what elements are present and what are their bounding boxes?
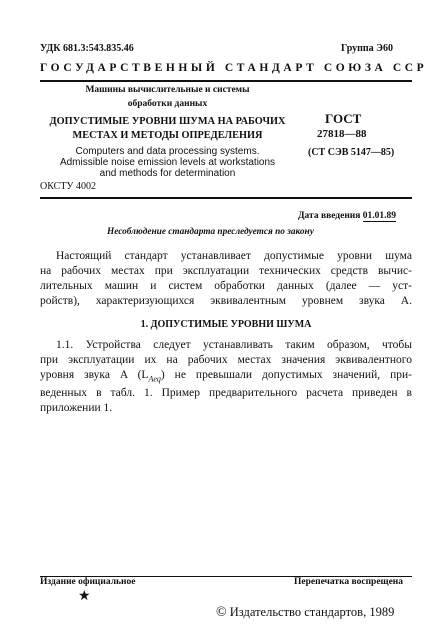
udc-code: УДК 681.3:543.835.46 [40, 43, 134, 54]
official-edition: Издание официальное [40, 577, 136, 587]
s1-line-3-b: ) не превышали допустимых значений, при- [160, 369, 412, 381]
s1-line-1: 1.1. Устройства следует устанавливать таким образом, чтобы [56, 339, 412, 351]
banner-rule [40, 80, 412, 82]
gost-label: ГОСТ [325, 111, 362, 126]
laeq-subscript: Aeq [148, 374, 161, 384]
effective-date-label: Дата введения [298, 211, 361, 221]
subject-line-1: Машины вычислительные и системы [85, 85, 250, 95]
group-code: Группа Э60 [341, 43, 393, 54]
copyright [216, 605, 394, 621]
effective-date-value: 01.01.89 [362, 211, 397, 221]
gost-number: 27818—88 [317, 128, 367, 140]
star-icon: ★ [78, 588, 91, 604]
effective-date [298, 211, 396, 221]
s1-line-2: при эксплуатации их на рабочих местах значения эквивалентного [40, 354, 412, 366]
copyright-text: Издательство стандартов, 1989 [229, 605, 395, 619]
title-block-rule [40, 197, 412, 199]
st-sev-number: (СТ СЭВ 5147—85) [308, 147, 395, 158]
title-en-line-3: and methods for determination [99, 168, 236, 179]
title-ru-line-1: ДОПУСТИМЫЕ УРОВНИ ШУМА НА РАБОЧИХ [49, 116, 286, 127]
section-1-paragraph [40, 338, 412, 416]
legal-note: Несоблюдение стандарта преследуется по закону [107, 227, 314, 237]
oksty-code: ОКСТУ 4002 [40, 181, 97, 192]
title-en-line-2: Admissible noise emission levels at workstations [59, 157, 276, 168]
copyright-icon: © [216, 605, 227, 620]
title-ru-line-2: МЕСТАХ И МЕТОДЫ ОПРЕДЕЛЕНИЯ [72, 130, 263, 141]
intro-line-3: лительных машин и систем обработки данных (далее — уст- [40, 280, 412, 292]
title-en-line-1: Computers and data processing systems. [75, 146, 260, 157]
s1-line-4: веденных в табл. 1. Пример предварительного расчета приведен в [40, 387, 412, 400]
intro-line-1: Настоящий стандарт устанавливает допустимые уровни шума [56, 250, 412, 262]
s1-line-5: приложении 1. [40, 402, 113, 415]
intro-line-2: на рабочих местах при эксплуатации технических средств вычис- [40, 265, 412, 277]
intro-paragraph [40, 249, 412, 309]
s1-line-3 [40, 368, 412, 386]
intro-line-4: ройств), характеризующихся эквивалентным уровнем звука A. [40, 295, 412, 307]
reprint-prohibited: Перепечатка воспрещена [294, 577, 404, 587]
subject-line-2: обработки данных [127, 99, 208, 109]
title-banner: ГОСУДАРСТВЕННЫЙ СТАНДАРТ СОЮЗА ССР [40, 62, 428, 74]
section-1-heading: 1. ДОПУСТИМЫЕ УРОВНИ ШУМА [140, 319, 312, 330]
s1-line-3-a: уровня звука A (L [40, 369, 149, 381]
